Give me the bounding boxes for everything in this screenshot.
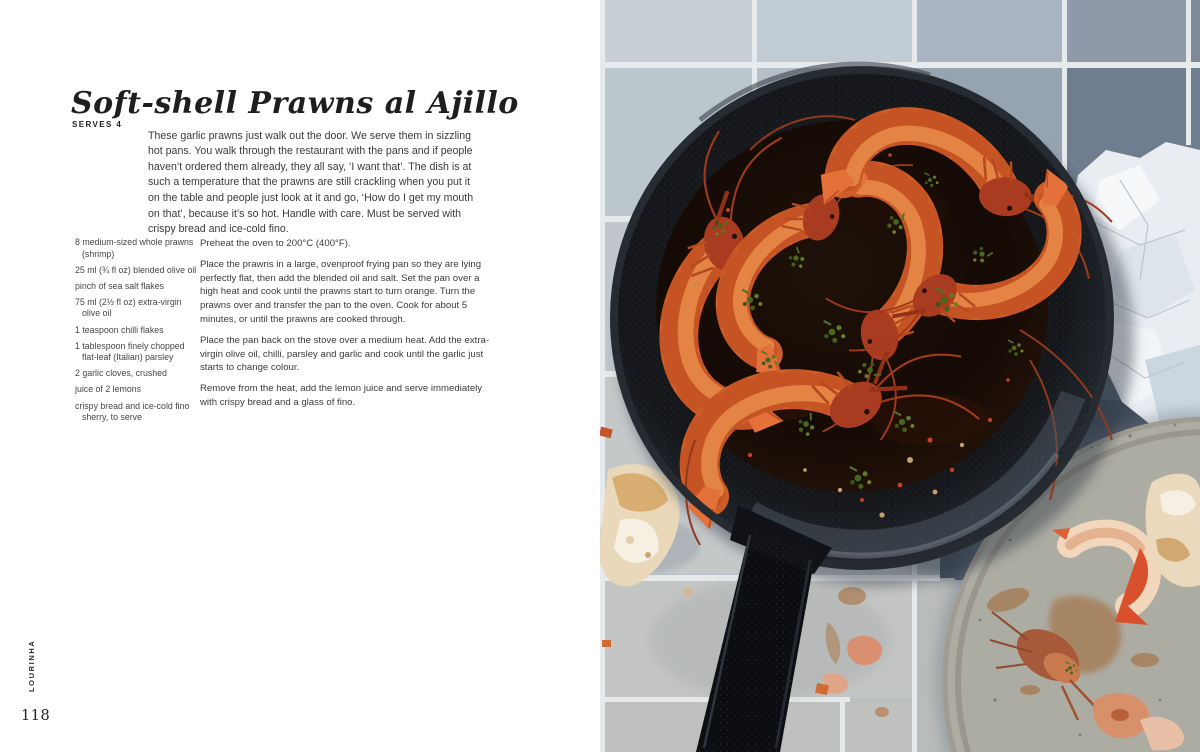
method-step: Place the pan back on the stove over a medium heat. Add the extra-virgin olive oil, chilli, parsley and garlic and cook until the garlic just starts to change colour. — [200, 334, 490, 374]
page-title: Soft-shell Prawns al Ajillo — [71, 86, 519, 122]
ingredient-item: 1 tablespoon finely chopped flat-leaf (Italian) parsley — [75, 340, 185, 363]
method-step: Preheat the oven to 200°C (400°F). — [200, 238, 351, 249]
ingredient-item: 8 medium-sized whole prawns (shrimp) — [75, 237, 194, 259]
spine-title: LOURINHA — [27, 639, 36, 692]
ingredient-item: pinch of sea salt flakes — [75, 280, 164, 291]
ingredient-item: crispy bread and ice-cold fino sherry, to serve — [75, 400, 190, 423]
method-steps — [200, 237, 492, 417]
method-step: Remove from the heat, add the lemon juice and serve immediately with crispy bread and a glass of fino. — [200, 383, 483, 408]
ingredients-list — [75, 237, 197, 428]
page-number: 118 — [21, 708, 51, 724]
ingredient-item: juice of 2 lemons — [75, 384, 142, 395]
recipe-intro: These garlic prawns just walk out the door. We serve them in sizzling hot pans. You walk through the restaurant with the pans and if people haven’t ordered them already, they all say, ‘I want that’. The dish is at such a temperature that the prawns are still crackling when you put it on the table and people just look at it and go, ‘How do I get my mouth on that’, because it’s so hot. Handle with care. Must be served with crispy bread and ice-cold fino. — [148, 129, 474, 236]
ingredient-item: 1 teaspoon chilli flakes — [75, 324, 164, 335]
ingredient-item: 75 ml (2½ fl oz) extra-virgin olive oil — [75, 296, 182, 319]
ingredient-item: 2 garlic cloves, crushed — [75, 368, 167, 379]
ingredient-item: 25 ml (¾ fl oz) blended olive oil — [75, 264, 197, 275]
recipe-photo — [600, 0, 1200, 752]
method-step: Place the prawns in a large, ovenproof frying pan so they are lying perfectly flat, then add the blended oil and salt. Set the pan over a high heat and cook until the prawns start to turn orange. Turn the prawns over and transfer the pan to the oven. Cook for about 5 minutes, or until the prawns are cooked through. — [200, 258, 482, 325]
serves-label: SERVES 4 — [72, 120, 123, 129]
